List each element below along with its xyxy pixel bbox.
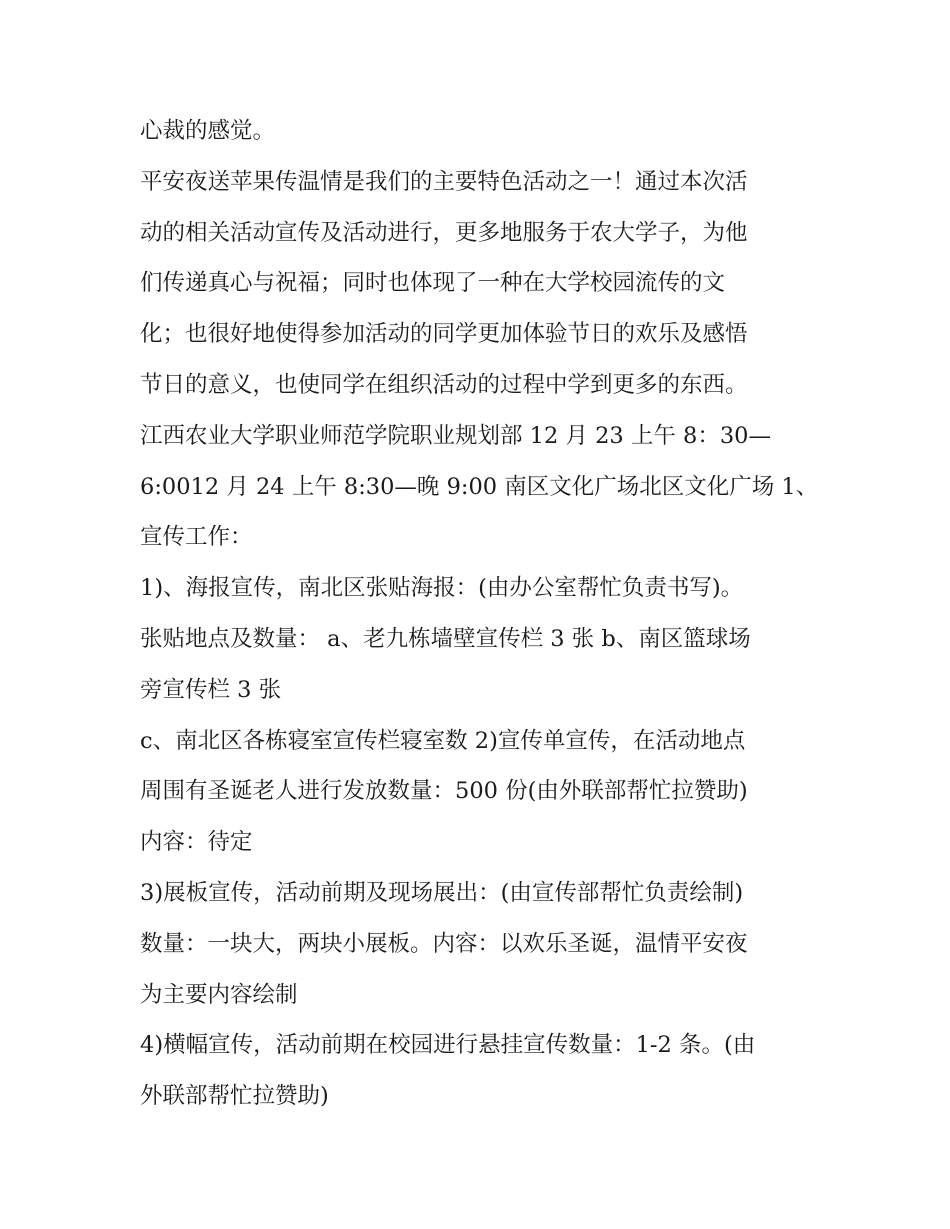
document-body [140,106,820,1122]
text-line: c、南北区各栋寝室宣传栏寝室数 2)宣传单宣传，在活动地点 [140,727,746,754]
text-line: 节日的意义，也使同学在组织活动的过程中学到更多的东西。 [140,371,748,398]
text-line: 平安夜送苹果传温情是我们的主要特色活动之一！通过本次活 [140,168,748,195]
text-line: 6:0012 月 24 上午 8:30—晚 9:00 南区文化广场北区文化广场 1、 [140,473,819,500]
text-line: 数量：一块大，两块小展板。内容：以欢乐圣诞，温情平安夜 [140,930,748,957]
text-line: 江西农业大学职业师范学院职业规划部 12 月 23 上午 8：30— [140,422,771,449]
text-line: 动的相关活动宣传及活动进行，更多地服务于农大学子，为他 [140,219,748,246]
text-line: 1)、海报宣传，南北区张贴海报：(由办公室帮忙负责书写)。 [140,575,744,602]
text-line: 张贴地点及数量： a、老九栋墙壁宣传栏 3 张 b、南区篮球场 [140,625,751,652]
text-line: 宣传工作： [140,524,253,551]
text-line: 外联部帮忙拉赞助) [140,1083,329,1110]
text-line: 心裁的感觉。 [140,118,276,144]
text-line: 周围有圣诞老人进行发放数量：500 份(由外联部帮忙拉赞助) [140,778,748,805]
text-line: 化；也很好地使得参加活动的同学更加体验节日的欢乐及感悟 [140,321,748,348]
text-line: 4)横幅宣传，活动前期在校园进行悬挂宣传数量：1-2 条。(由 [140,1032,756,1059]
text-line: 们传递真心与祝福；同时也体现了一种在大学校园流传的文 [140,270,726,297]
text-line: 旁宣传栏 3 张 [140,676,282,703]
text-line: 为主要内容绘制 [140,981,298,1008]
text-line: 3)展板宣传，活动前期及现场展出：(由宣传部帮忙负责绘制) [140,879,744,906]
text-line: 内容：待定 [140,829,253,856]
